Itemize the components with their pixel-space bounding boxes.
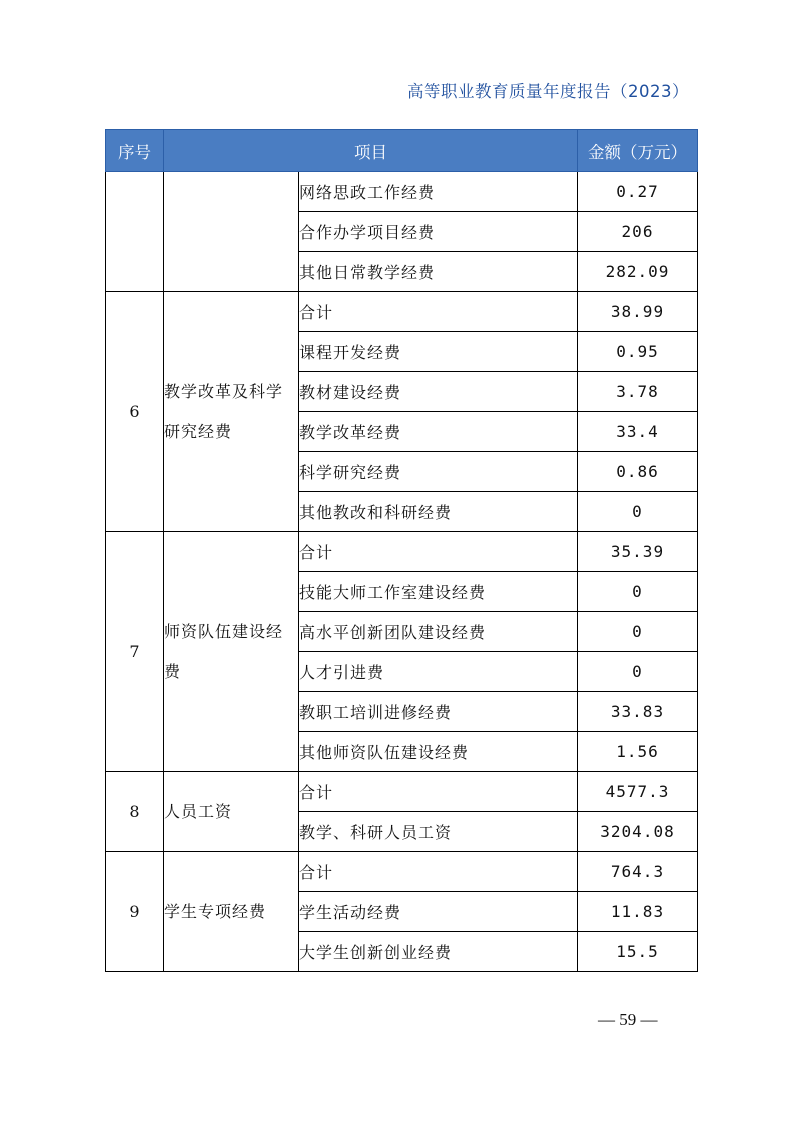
item-amount: 3.78 xyxy=(578,372,698,412)
table-row xyxy=(106,292,698,332)
item-name: 教职工培训进修经费 xyxy=(299,692,578,732)
item-name: 技能大师工作室建设经费 xyxy=(299,572,578,612)
item-amount: 206 xyxy=(578,212,698,252)
item-name: 教学改革经费 xyxy=(299,412,578,452)
header-seq: 序号 xyxy=(106,130,164,172)
item-name: 教学、科研人员工资 xyxy=(299,812,578,852)
header-amount: 金额（万元） xyxy=(578,130,698,172)
table-row xyxy=(106,172,698,212)
item-amount: 0.95 xyxy=(578,332,698,372)
item-name: 网络思政工作经费 xyxy=(299,172,578,212)
item-name: 学生活动经费 xyxy=(299,892,578,932)
group-category: 教学改革及科学研究经费 xyxy=(164,292,299,532)
item-name: 高水平创新团队建设经费 xyxy=(299,612,578,652)
item-name: 其他师资队伍建设经费 xyxy=(299,732,578,772)
item-amount: 1.56 xyxy=(578,732,698,772)
item-name: 教材建设经费 xyxy=(299,372,578,412)
group-seq xyxy=(106,172,164,292)
item-name: 大学生创新创业经费 xyxy=(299,932,578,972)
group-seq: 7 xyxy=(106,532,164,772)
item-name: 其他日常教学经费 xyxy=(299,252,578,292)
item-name: 其他教改和科研经费 xyxy=(299,492,578,532)
item-name: 课程开发经费 xyxy=(299,332,578,372)
item-name: 合计 xyxy=(299,292,578,332)
group-seq: 6 xyxy=(106,292,164,532)
table-row xyxy=(106,852,698,892)
group-category xyxy=(164,172,299,292)
item-name: 人才引进费 xyxy=(299,652,578,692)
item-amount: 0 xyxy=(578,572,698,612)
item-amount: 282.09 xyxy=(578,252,698,292)
item-amount: 11.83 xyxy=(578,892,698,932)
table-header-row xyxy=(106,130,698,172)
item-name: 科学研究经费 xyxy=(299,452,578,492)
group-category: 师资队伍建设经费 xyxy=(164,532,299,772)
item-amount: 15.5 xyxy=(578,932,698,972)
item-amount: 38.99 xyxy=(578,292,698,332)
group-seq: 8 xyxy=(106,772,164,852)
report-header-title: 高等职业教育质量年度报告（2023） xyxy=(407,82,689,101)
expenditure-table xyxy=(105,129,698,972)
item-amount: 0.27 xyxy=(578,172,698,212)
header-item: 项目 xyxy=(164,130,578,172)
item-name: 合计 xyxy=(299,852,578,892)
table-row xyxy=(106,772,698,812)
item-amount: 0 xyxy=(578,612,698,652)
item-amount: 0.86 xyxy=(578,452,698,492)
group-seq: 9 xyxy=(106,852,164,972)
page-number: — 59 — xyxy=(598,1010,658,1029)
item-amount: 33.83 xyxy=(578,692,698,732)
item-amount: 3204.08 xyxy=(578,812,698,852)
table-row xyxy=(106,532,698,572)
item-amount: 0 xyxy=(578,652,698,692)
item-amount: 33.4 xyxy=(578,412,698,452)
group-category: 学生专项经费 xyxy=(164,852,299,972)
group-category: 人员工资 xyxy=(164,772,299,852)
item-amount: 0 xyxy=(578,492,698,532)
item-name: 合计 xyxy=(299,772,578,812)
item-name: 合计 xyxy=(299,532,578,572)
item-amount: 35.39 xyxy=(578,532,698,572)
item-name: 合作办学项目经费 xyxy=(299,212,578,252)
item-amount: 764.3 xyxy=(578,852,698,892)
item-amount: 4577.3 xyxy=(578,772,698,812)
